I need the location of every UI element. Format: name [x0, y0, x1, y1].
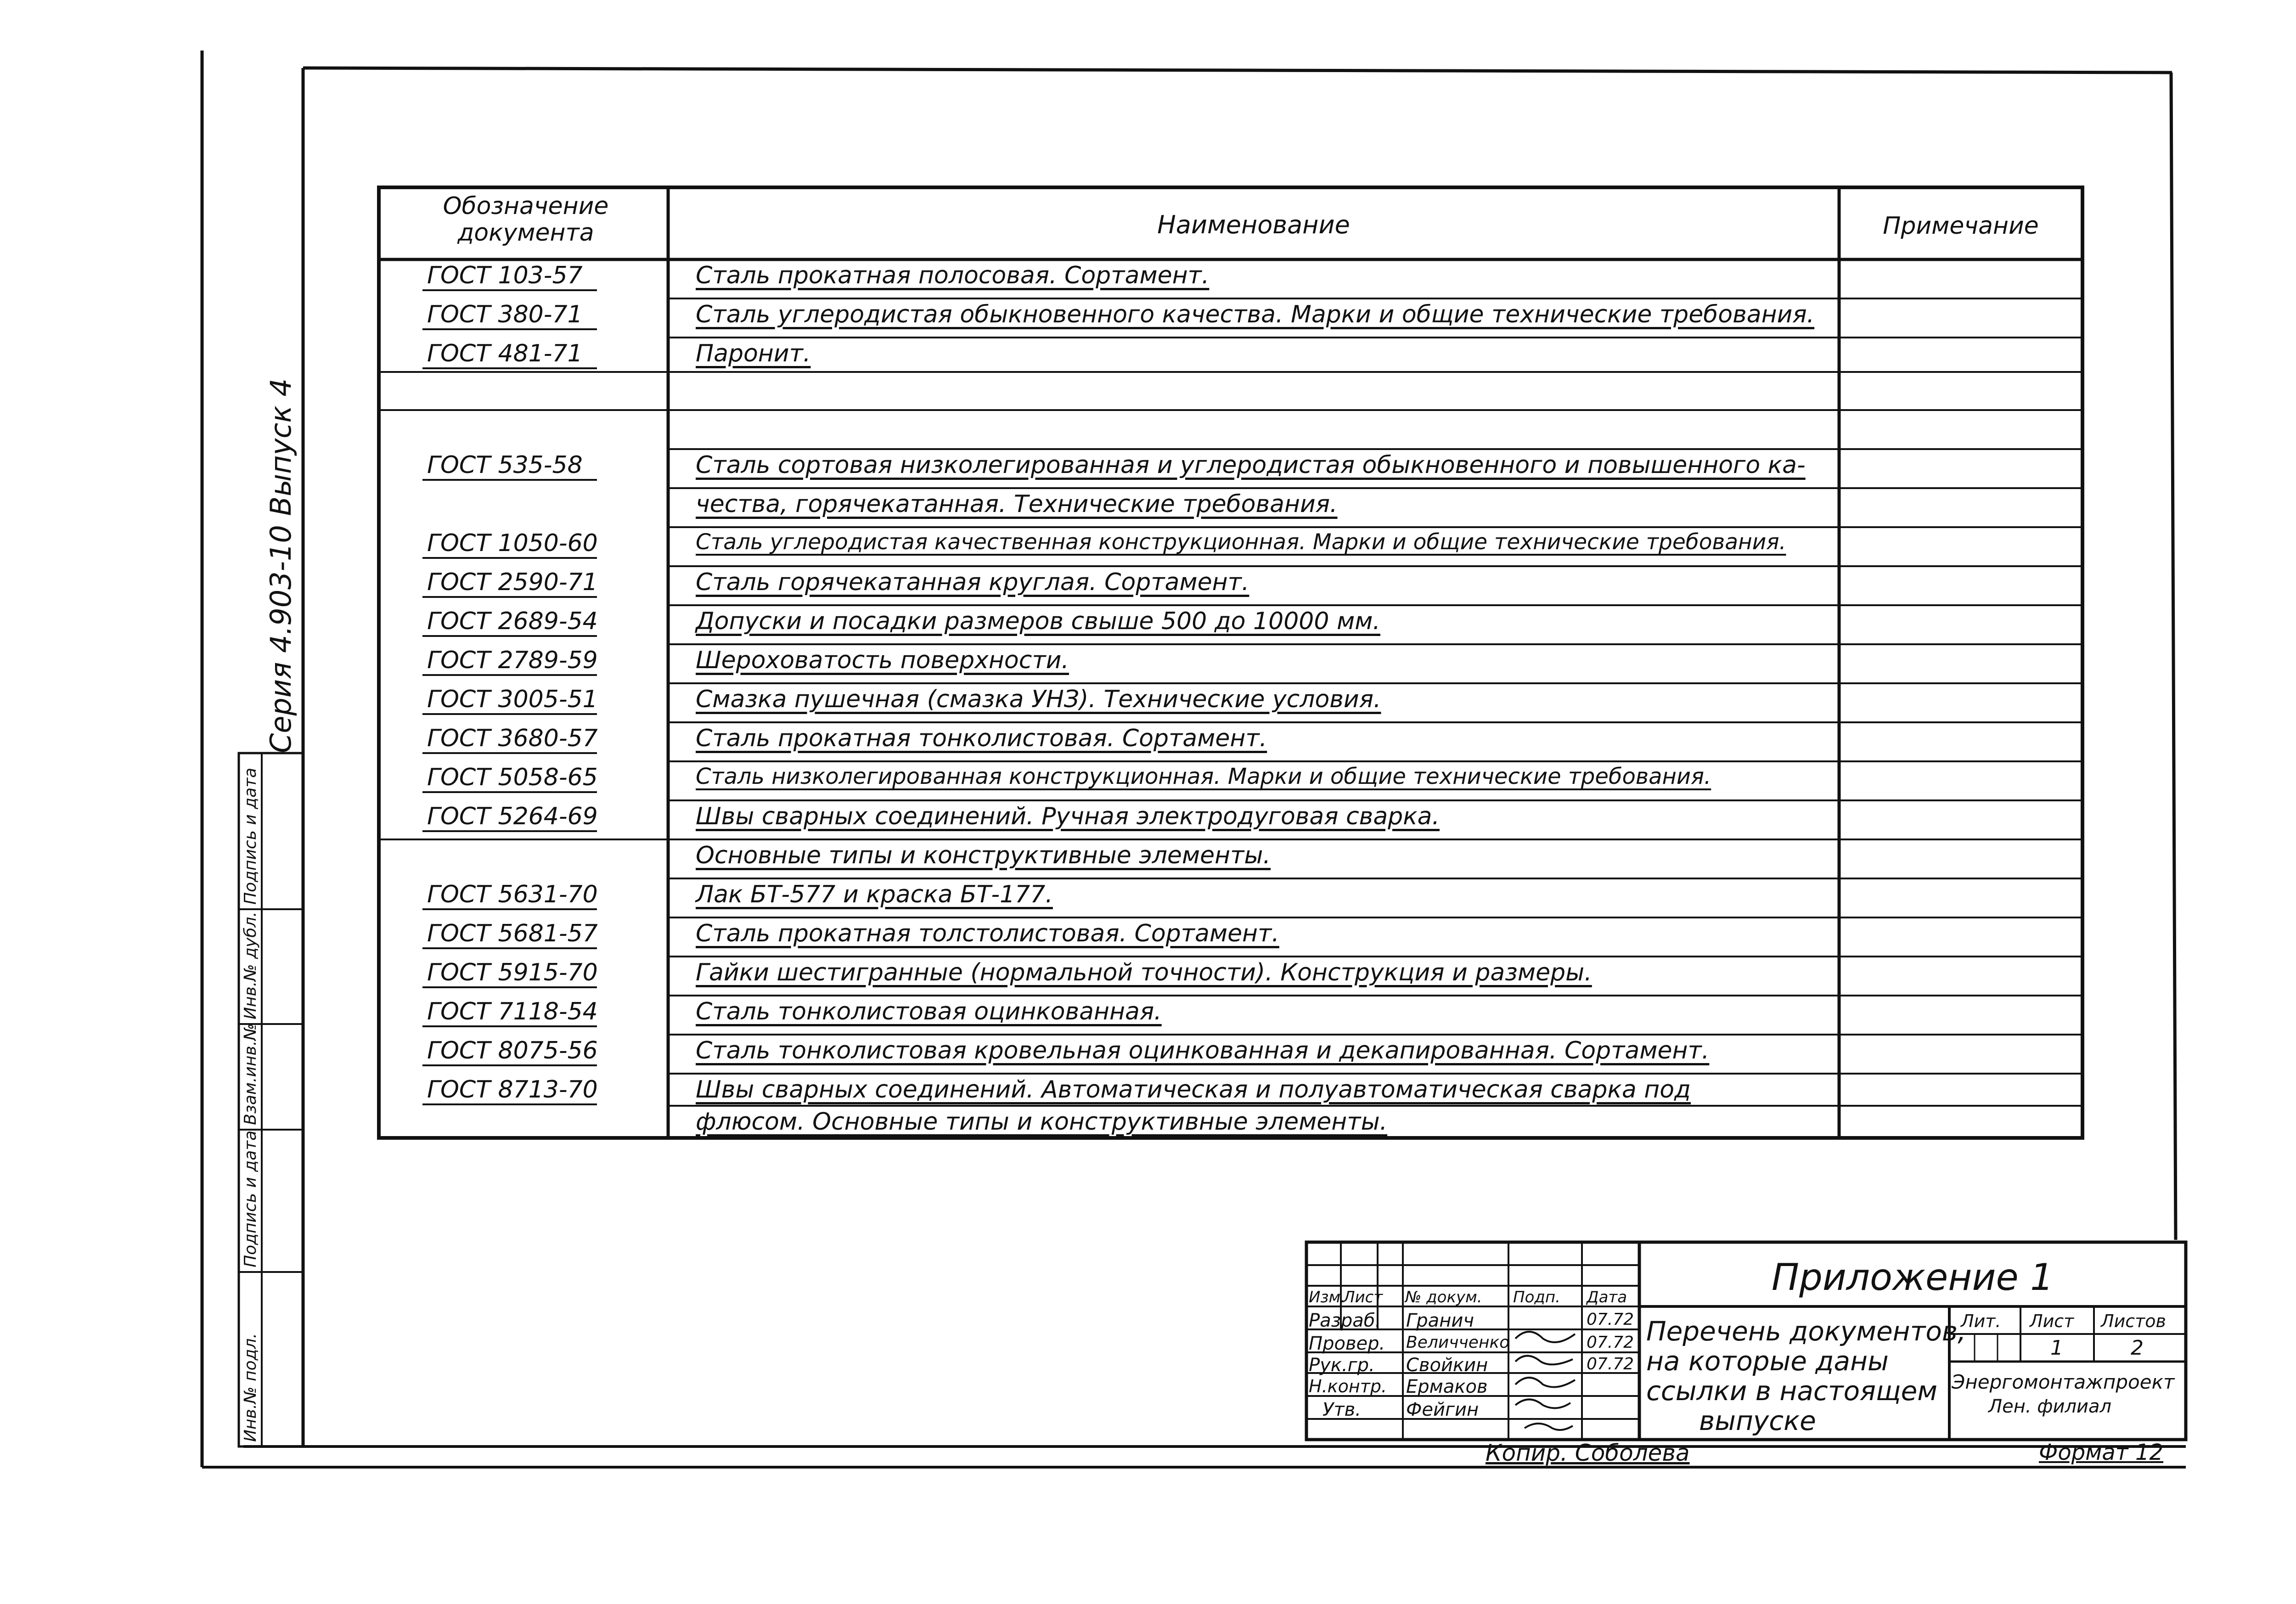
- row-name: Сталь прокатная толстолистовая. Сортамент.: [696, 920, 1279, 947]
- sheet-label: Лист: [2030, 1311, 2074, 1331]
- role-1: Разраб.: [1309, 1310, 1381, 1331]
- row-code: ГОСТ 3005-51: [427, 686, 598, 713]
- col-doc: № докум.: [1405, 1288, 1482, 1306]
- row-code: ГОСТ 1050-60: [427, 529, 598, 557]
- row-code: ГОСТ 2689-54: [427, 608, 598, 635]
- row-code: ГОСТ 5681-57: [427, 920, 598, 947]
- role-3: Рук.гр.: [1309, 1355, 1375, 1376]
- stamp-label-inv-dubl: Инв.№ дубл.: [241, 912, 260, 1019]
- title-block-desc-4: выпуске: [1699, 1405, 1816, 1436]
- row-name: Паронит.: [696, 340, 811, 367]
- date-3: 07.72: [1587, 1355, 1634, 1373]
- row-name: Сталь углеродистая обыкновенного качества. Марки и общие технические требования.: [696, 301, 1815, 328]
- date-2: 07.72: [1587, 1333, 1634, 1352]
- title-block-desc-2: на которые даны: [1646, 1345, 1889, 1377]
- col-list: Лист: [1343, 1288, 1383, 1306]
- row-name: Гайки шестигранные (нормальной точности). Конструкция и размеры.: [696, 959, 1592, 986]
- row-name: Основные типы и конструктивные элементы.: [696, 842, 1271, 869]
- col-izm: Изм.: [1309, 1288, 1345, 1306]
- sheet-value: 1: [2050, 1336, 2063, 1360]
- title-block-title: Приложение 1: [1771, 1256, 2054, 1299]
- row-code: ГОСТ 380-71: [427, 301, 583, 328]
- header-name: Наименование: [1157, 210, 1350, 239]
- row-name: Сталь низколегированная конструкционная. Марки и общие технические требования.: [696, 764, 1711, 789]
- stamp-label-vzam-inv: Взам.инв.№: [241, 1023, 260, 1125]
- org-line-2: Лен. филиал: [1988, 1396, 2112, 1417]
- sheets-value: 2: [2131, 1336, 2144, 1360]
- row-name: чества, горячекатанная. Технические требования.: [696, 490, 1338, 518]
- row-name: флюсом. Основные типы и конструктивные элементы.: [696, 1108, 1388, 1136]
- col-date: Дата: [1587, 1288, 1627, 1306]
- row-code: ГОСТ 103-57: [427, 262, 583, 289]
- person-3: Свойкин: [1406, 1355, 1488, 1376]
- row-name: Допуски и посадки размеров свыше 500 до 10000 мм.: [696, 608, 1380, 635]
- title-block-desc-1: Перечень документов,: [1646, 1316, 1966, 1347]
- row-name: Сталь сортовая низколегированная и углеродистая обыкновенного и повышенного ка-: [696, 451, 1806, 479]
- role-2: Провер.: [1309, 1333, 1385, 1354]
- row-code: ГОСТ 481-71: [427, 340, 583, 367]
- row-code: ГОСТ 5264-69: [427, 803, 598, 830]
- row-code: ГОСТ 535-58: [427, 451, 583, 479]
- row-name: Сталь углеродистая качественная конструкционная. Марки и общие технические требования.: [696, 529, 1786, 555]
- stamp-label-signature-1: Подпись и дата: [241, 1130, 260, 1267]
- row-code: ГОСТ 5058-65: [427, 764, 598, 791]
- row-name: Сталь прокатная полосовая. Сортамент.: [696, 262, 1210, 289]
- row-code: ГОСТ 2590-71: [427, 568, 598, 596]
- row-name: Швы сварных соединений. Автоматическая и полуавтоматическая сварка под: [696, 1076, 1691, 1103]
- row-name: Смазка пушечная (смазка УНЗ). Технические условия.: [696, 686, 1381, 713]
- sheets-label: Листов: [2101, 1311, 2166, 1331]
- row-name: Сталь прокатная тонколистовая. Сортамент.: [696, 725, 1267, 752]
- series-label: Серия 4.903-10 Выпуск 4: [264, 378, 298, 753]
- person-4: Ермаков: [1406, 1376, 1488, 1397]
- row-code: ГОСТ 2789-59: [427, 647, 598, 674]
- row-code: ГОСТ 8713-70: [427, 1076, 598, 1103]
- date-1: 07.72: [1587, 1310, 1634, 1329]
- row-name: Сталь тонколистовая кровельная оцинкованная и декапированная. Сортамент.: [696, 1037, 1710, 1064]
- lit-label: Лит.: [1961, 1311, 2001, 1331]
- title-block-desc-3: ссылки в настоящем: [1646, 1375, 1938, 1407]
- row-code: ГОСТ 3680-57: [427, 725, 598, 752]
- row-name: Лак БТ-577 и краска БТ-177.: [696, 881, 1053, 908]
- stamp-label-inv-podl: Инв.№ подл.: [241, 1333, 260, 1442]
- copied-by: Копир. Соболева: [1486, 1440, 1690, 1466]
- row-code: ГОСТ 7118-54: [427, 998, 598, 1025]
- person-5: Фейгин: [1406, 1399, 1479, 1420]
- row-name: Сталь горячекатанная круглая. Сортамент.: [696, 568, 1249, 596]
- row-name: Шероховатость поверхности.: [696, 647, 1069, 674]
- person-1: Гранич: [1406, 1310, 1474, 1331]
- header-designation: Обозначение документа: [443, 192, 609, 247]
- stamp-label-signature-2: Подпись и дата: [241, 767, 260, 905]
- person-2: Величченко: [1406, 1333, 1510, 1352]
- row-code: ГОСТ 8075-56: [427, 1037, 598, 1064]
- row-name: Сталь тонколистовая оцинкованная.: [696, 998, 1162, 1025]
- row-code: ГОСТ 5631-70: [427, 881, 598, 908]
- org-line-1: Энергомонтажпроект: [1952, 1371, 2175, 1393]
- role-5: Утв.: [1322, 1399, 1361, 1420]
- header-note: Примечание: [1883, 212, 2039, 240]
- row-code: ГОСТ 5915-70: [427, 959, 598, 986]
- col-sign: Подп.: [1513, 1288, 1560, 1306]
- row-name: Швы сварных соединений. Ручная электродуговая сварка.: [696, 803, 1440, 830]
- format-label: Формат 12: [2039, 1440, 2164, 1465]
- role-4: Н.контр.: [1309, 1376, 1387, 1396]
